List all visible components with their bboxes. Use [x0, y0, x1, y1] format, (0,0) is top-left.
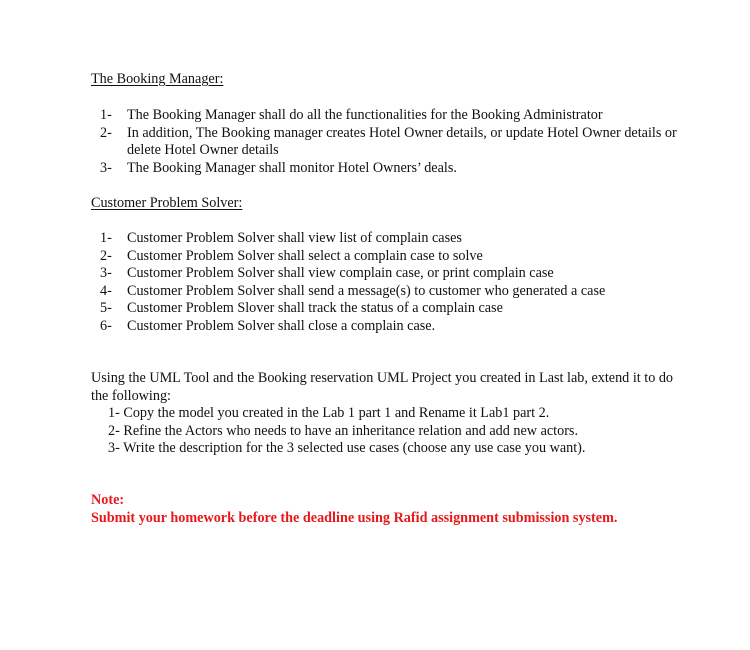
- list-item-number: 5-: [100, 300, 112, 316]
- booking-manager-heading: The Booking Manager:: [91, 71, 224, 87]
- note-label: Note:: [91, 492, 125, 508]
- list-item-text: Customer Problem Solver shall view complain case, or print complain case: [127, 265, 554, 281]
- instruction-step: 1- Copy the model you created in the Lab 1 part 1 and Rename it Lab1 part 2.: [108, 405, 550, 421]
- list-item-text: Customer Problem Solver shall select a complain case to solve: [127, 247, 483, 264]
- list-item-text: Customer Problem Solver shall view list of complain cases: [127, 230, 462, 246]
- list-item-number: 1-: [100, 230, 112, 246]
- problem-solver-heading: Customer Problem Solver:: [91, 195, 243, 211]
- list-item-number: 6-: [100, 317, 112, 334]
- list-item-text: The Booking Manager shall monitor Hotel Owners’ deals.: [127, 159, 457, 176]
- instruction-step: 3- Write the description for the 3 selected use cases (choose any use case you want).: [108, 440, 586, 456]
- list-item-text: Customer Problem Slover shall track the status of a complain case: [127, 300, 503, 316]
- note-text: Submit your homework before the deadline using Rafid assignment submission system.: [91, 510, 618, 526]
- list-item-text: The Booking Manager shall do all the functionalities for the Booking Administrator: [127, 107, 603, 123]
- list-item-number: 3-: [100, 159, 112, 176]
- list-item-number: 3-: [100, 265, 112, 281]
- list-item-text: Customer Problem Solver shall send a message(s) to customer who generated a case: [127, 282, 606, 299]
- list-item: [100, 230, 680, 248]
- list-item: [100, 125, 680, 160]
- list-item-number: 4-: [100, 282, 112, 299]
- list-item-text: Customer Problem Solver shall close a complain case.: [127, 317, 436, 334]
- list-item: [100, 318, 680, 336]
- instructions-intro: Using the UML Tool and the Booking reservation UML Project you created in Last lab, extend it to do the following:: [91, 370, 674, 404]
- instructions-steps: [108, 405, 668, 458]
- list-item-number: 2-: [100, 247, 112, 264]
- problem-solver-list: [100, 230, 680, 335]
- list-item: [100, 283, 680, 301]
- list-item: [100, 160, 680, 178]
- list-item: [100, 107, 680, 125]
- instruction-step: 2- Refine the Actors who needs to have an inheritance relation and add new actors.: [108, 422, 578, 439]
- booking-manager-list: [100, 107, 680, 177]
- list-item-text: In addition, The Booking manager creates Hotel Owner details, or update Hotel Owner details or delete Hotel Owner details: [127, 124, 677, 158]
- list-item-number: 2-: [100, 124, 112, 141]
- list-item-number: 1-: [100, 107, 112, 123]
- list-item: [100, 300, 680, 318]
- list-item: [100, 265, 680, 283]
- list-item: [100, 248, 680, 266]
